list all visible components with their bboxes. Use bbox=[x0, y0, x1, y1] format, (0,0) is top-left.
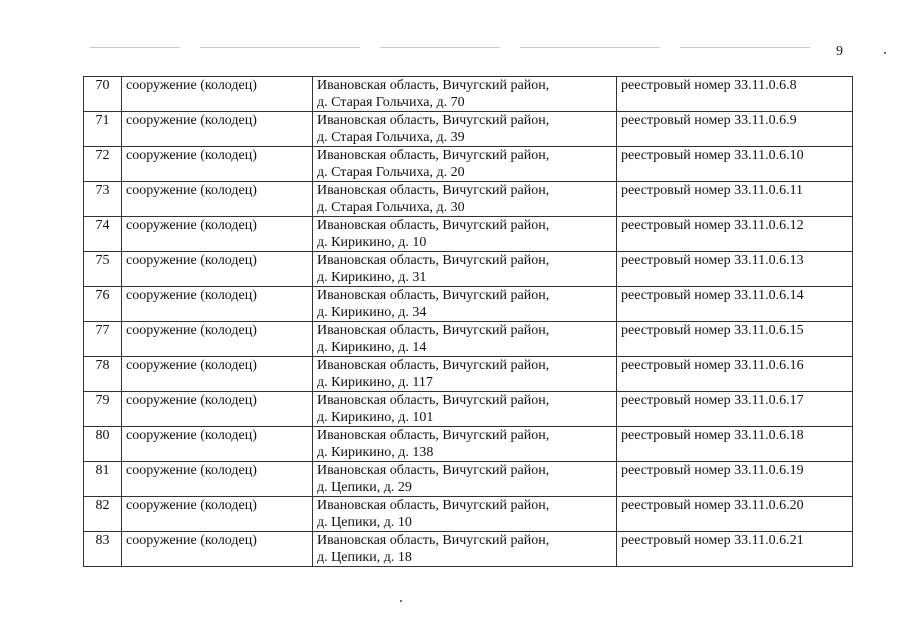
object-address bbox=[313, 427, 617, 462]
scan-speck bbox=[884, 52, 886, 54]
address-line-region: Ивановская область, Вичугский район, bbox=[317, 498, 550, 513]
address-line-region: Ивановская область, Вичугский район, bbox=[317, 218, 550, 233]
object-type: сооружение (колодец) bbox=[122, 217, 313, 252]
object-address bbox=[313, 77, 617, 112]
address-line-region: Ивановская область, Вичугский район, bbox=[317, 358, 550, 373]
scan-artifact-line bbox=[90, 47, 180, 48]
row-number: 73 bbox=[84, 182, 122, 217]
object-type: сооружение (колодец) bbox=[122, 532, 313, 567]
address-line-region: Ивановская область, Вичугский район, bbox=[317, 288, 550, 303]
registry-table bbox=[83, 76, 853, 567]
registry-number: реестровый номер 33.11.0.6.13 bbox=[617, 252, 853, 287]
object-address bbox=[313, 392, 617, 427]
table-row bbox=[84, 182, 853, 217]
object-address bbox=[313, 147, 617, 182]
object-type: сооружение (колодец) bbox=[122, 427, 313, 462]
row-number: 70 bbox=[84, 77, 122, 112]
address-line-locality: д. Цепики, д. 18 bbox=[317, 550, 412, 565]
object-address bbox=[313, 462, 617, 497]
registry-number: реестровый номер 33.11.0.6.20 bbox=[617, 497, 853, 532]
row-number: 76 bbox=[84, 287, 122, 322]
scan-speck bbox=[400, 600, 402, 602]
object-type: сооружение (колодец) bbox=[122, 182, 313, 217]
table-row bbox=[84, 112, 853, 147]
table-row bbox=[84, 77, 853, 112]
registry-table-container bbox=[83, 76, 852, 567]
object-address bbox=[313, 357, 617, 392]
address-line-region: Ивановская область, Вичугский район, bbox=[317, 183, 550, 198]
registry-number: реестровый номер 33.11.0.6.17 bbox=[617, 392, 853, 427]
row-number: 74 bbox=[84, 217, 122, 252]
registry-number: реестровый номер 33.11.0.6.14 bbox=[617, 287, 853, 322]
address-line-region: Ивановская область, Вичугский район, bbox=[317, 78, 550, 93]
scan-artifact-line bbox=[520, 47, 660, 48]
object-type: сооружение (колодец) bbox=[122, 147, 313, 182]
table-row bbox=[84, 532, 853, 567]
table-row bbox=[84, 392, 853, 427]
row-number: 72 bbox=[84, 147, 122, 182]
address-line-locality: д. Цепики, д. 29 bbox=[317, 480, 412, 495]
table-row bbox=[84, 357, 853, 392]
row-number: 77 bbox=[84, 322, 122, 357]
table-row bbox=[84, 427, 853, 462]
address-line-locality: д. Кирикино, д. 101 bbox=[317, 410, 434, 425]
row-number: 71 bbox=[84, 112, 122, 147]
row-number: 83 bbox=[84, 532, 122, 567]
object-address bbox=[313, 217, 617, 252]
scan-artifact-line bbox=[200, 47, 360, 48]
registry-number: реестровый номер 33.11.0.6.10 bbox=[617, 147, 853, 182]
address-line-region: Ивановская область, Вичугский район, bbox=[317, 393, 550, 408]
row-number: 80 bbox=[84, 427, 122, 462]
scan-artifact-line bbox=[680, 47, 810, 48]
address-line-locality: д. Старая Гольчиха, д. 39 bbox=[317, 130, 465, 145]
address-line-region: Ивановская область, Вичугский район, bbox=[317, 113, 550, 128]
scan-artifact-line bbox=[380, 47, 500, 48]
object-address bbox=[313, 252, 617, 287]
object-type: сооружение (колодец) bbox=[122, 287, 313, 322]
object-type: сооружение (колодец) bbox=[122, 357, 313, 392]
object-type: сооружение (колодец) bbox=[122, 252, 313, 287]
object-address bbox=[313, 322, 617, 357]
object-type: сооружение (колодец) bbox=[122, 322, 313, 357]
address-line-locality: д. Кирикино, д. 31 bbox=[317, 270, 427, 285]
object-type: сооружение (колодец) bbox=[122, 392, 313, 427]
address-line-locality: д. Старая Гольчиха, д. 30 bbox=[317, 200, 465, 215]
address-line-region: Ивановская область, Вичугский район, bbox=[317, 148, 550, 163]
address-line-region: Ивановская область, Вичугский район, bbox=[317, 253, 550, 268]
table-body bbox=[84, 77, 853, 567]
row-number: 75 bbox=[84, 252, 122, 287]
row-number: 78 bbox=[84, 357, 122, 392]
table-row bbox=[84, 287, 853, 322]
address-line-locality: д. Кирикино, д. 138 bbox=[317, 445, 434, 460]
registry-number: реестровый номер 33.11.0.6.8 bbox=[617, 77, 853, 112]
table-row bbox=[84, 462, 853, 497]
registry-number: реестровый номер 33.11.0.6.12 bbox=[617, 217, 853, 252]
table-row bbox=[84, 322, 853, 357]
registry-number: реестровый номер 33.11.0.6.19 bbox=[617, 462, 853, 497]
object-type: сооружение (колодец) bbox=[122, 497, 313, 532]
address-line-locality: д. Кирикино, д. 117 bbox=[317, 375, 433, 390]
row-number: 79 bbox=[84, 392, 122, 427]
address-line-region: Ивановская область, Вичугский район, bbox=[317, 463, 550, 478]
table-row bbox=[84, 252, 853, 287]
registry-number: реестровый номер 33.11.0.6.11 bbox=[617, 182, 853, 217]
registry-number: реестровый номер 33.11.0.6.9 bbox=[617, 112, 853, 147]
address-line-locality: д. Старая Гольчиха, д. 70 bbox=[317, 95, 465, 110]
object-type: сооружение (колодец) bbox=[122, 77, 313, 112]
object-type: сооружение (колодец) bbox=[122, 112, 313, 147]
registry-number: реестровый номер 33.11.0.6.21 bbox=[617, 532, 853, 567]
object-address bbox=[313, 532, 617, 567]
address-line-locality: д. Кирикино, д. 14 bbox=[317, 340, 427, 355]
object-address bbox=[313, 182, 617, 217]
row-number: 82 bbox=[84, 497, 122, 532]
table-row bbox=[84, 147, 853, 182]
object-type: сооружение (колодец) bbox=[122, 462, 313, 497]
page-number: 9 bbox=[836, 44, 843, 59]
registry-number: реестровый номер 33.11.0.6.16 bbox=[617, 357, 853, 392]
object-address bbox=[313, 497, 617, 532]
address-line-region: Ивановская область, Вичугский район, bbox=[317, 428, 550, 443]
registry-number: реестровый номер 33.11.0.6.15 bbox=[617, 322, 853, 357]
row-number: 81 bbox=[84, 462, 122, 497]
address-line-region: Ивановская область, Вичугский район, bbox=[317, 533, 550, 548]
object-address bbox=[313, 287, 617, 322]
address-line-locality: д. Старая Гольчиха, д. 20 bbox=[317, 165, 465, 180]
table-row bbox=[84, 497, 853, 532]
table-row bbox=[84, 217, 853, 252]
registry-number: реестровый номер 33.11.0.6.18 bbox=[617, 427, 853, 462]
address-line-locality: д. Кирикино, д. 10 bbox=[317, 235, 427, 250]
address-line-locality: д. Цепики, д. 10 bbox=[317, 515, 412, 530]
address-line-region: Ивановская область, Вичугский район, bbox=[317, 323, 550, 338]
object-address bbox=[313, 112, 617, 147]
address-line-locality: д. Кирикино, д. 34 bbox=[317, 305, 427, 320]
